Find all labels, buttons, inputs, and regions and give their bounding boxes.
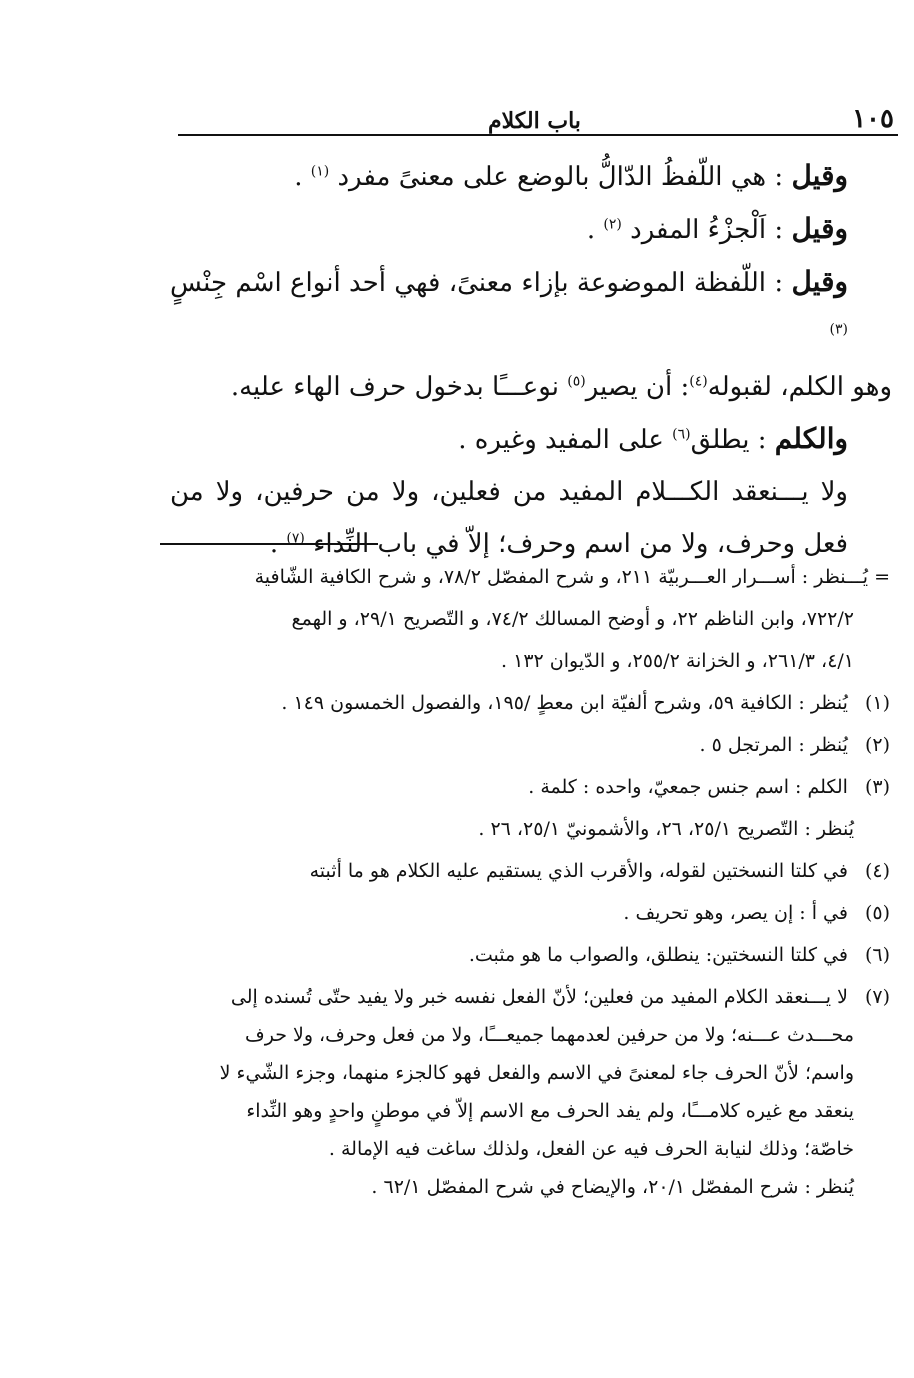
main-line [170,150,892,203]
footnote-ref: (١) [310,163,330,180]
footnote-text: يُـــنظر : أســـرار العـــربيّة ٢١١، و شرح المفصّل ٧٨/٢، و شرح الكافية الشّافية [254,566,875,588]
keyword: والكلم [774,422,848,455]
footnote-2 [170,726,890,764]
line-text: وهو الكلم، لقبوله [707,372,892,402]
footnote-ref: (٢) [603,216,622,233]
footnote-text: يُنظر : شرح المفصّل ٢٠/١، والإيضاح في شرح المفصّل ٦٢/١ . [371,1176,854,1198]
page-header [178,98,898,136]
line-tail: . [269,529,287,559]
footnote-5 [170,894,890,932]
footnote-text: في كلتا النسختين لقوله، والأقرب الذي يستقيم عليه الكلام هو ما أثبته [309,860,854,882]
line-tail: . [586,215,604,245]
line-text: : اللّفظة الموضوعة بإزاء معنىً، فهي أحد أنواع اسْم جِنْسٍ [170,268,792,298]
footnote-number: (٢) [864,734,890,756]
page-number: ١٠٥ [852,104,894,134]
footnote-continuation [170,558,890,596]
footnote-3 [170,768,890,806]
continuation-marker: = [874,566,890,588]
footnote-number: (٤) [864,860,890,882]
footnote-rule [160,543,378,545]
footnote-text: يُنظر : المرتجل ٥ . [699,734,854,756]
footnote-number: (١) [864,692,890,714]
footnote-ref: (٤) [689,373,708,390]
footnote-text: لا يـــنعقد الكلام المفيد من فعلين؛ لأنّ الفعل نفسه خبر ولا يفيد حتّى تُسنده إلى [230,986,854,1008]
footnote-text: في أ : إن يصر، وهو تحريف . [623,902,854,924]
line-text: نوعـــًا بدخول حرف الهاء عليه. [230,372,568,402]
footnote-number: (٦) [864,944,890,966]
main-line [170,256,892,361]
footnote-text: يُنظر : التّصريح ٢٥/١، ٢٦، والأشمونيّ ٢٥/١، ٢٦ . [478,818,854,840]
main-text [170,150,892,570]
line-text: : اَلْجزْءُ المفرد [630,215,792,245]
footnote-ref: (٥) [567,373,586,390]
footnote-ref: (٦) [672,426,691,443]
main-line [170,361,892,413]
footnote-text: يُنظر : الكافية ٥٩، وشرح ألفيّة ابن معطٍ /١٩٥، والفصول الخمسون ١٤٩ . [281,692,854,714]
footnote-text: خاصّة؛ وذلك لنيابة الحرف فيه عن الفعل، ولذلك ساغت فيه الإمالة . [328,1138,854,1160]
main-line [170,413,892,466]
line-text: : أن يصير [585,372,690,402]
main-paragraph [170,466,892,570]
footnote-number: (٧) [864,986,890,1008]
footnote-ref: (٣) [829,321,848,338]
footnote-ref: (٧) [286,530,305,547]
footnote-4 [170,852,890,890]
main-line [170,203,892,256]
footnotes [170,558,890,1210]
line-tail: . [294,162,311,192]
footnote-text: واسم؛ لأنّ الحرف جاء لمعنىً في الاسم والفعل فهو كالجزء منهما، وجزء الشّيء لا [219,1062,854,1084]
line-text: على المفيد وغيره . [458,425,673,455]
paragraph-text: ولا يـــنعقد الكـــلام المفيد من فعلين، ولا من حرفين، ولا من فعل وحرف، ولا من اسم وحرف؛ إلاّ في باب النِّداء [170,477,848,559]
keyword: وقيل [791,159,848,192]
keyword: وقيل [791,265,848,298]
footnote-number: (٥) [864,902,890,924]
footnote-text: ٤/١، ٢٦١/٣، و الخزانة ٢٥٥/٢، و الدّيوان ١٣٢ . [501,650,854,672]
footnote-text: في كلتا النسختين: ينطلق، والصواب ما هو مثبت. [468,944,854,966]
line-text: : هي اللّفظُ الدّالُّ بالوضع على معنىً مفرد [337,162,792,192]
footnote-number: (٣) [864,776,890,798]
footnote-text: ينعقد مع غيره كلامـــًا، ولم يفد الحرف مع الاسم إلاّ في موطنٍ واحدٍ وهو النِّداء [246,1100,854,1122]
footnote-7 [170,978,890,1016]
header-rule [178,134,898,136]
footnote-6 [170,936,890,974]
footnote-text: محـــدث عـــنه؛ ولا من حرفين لعدمهما جميعـــًا، ولا من فعل وحرف، ولا حرف [245,1024,854,1046]
line-text: : يطلق [690,425,775,455]
keyword: وقيل [791,212,848,245]
footnote-text: الكلم : اسم جنس جمعيّ، واحده : كلمة . [528,776,854,798]
footnote-1 [170,684,890,722]
footnote-text: ٧٢٢/٢، وابن الناظم ٢٢، و أوضح المسالك ٧٤/٢، و التّصريح ٢٩/١، و الهمع [291,608,854,630]
running-head: باب الكلام [488,108,581,134]
